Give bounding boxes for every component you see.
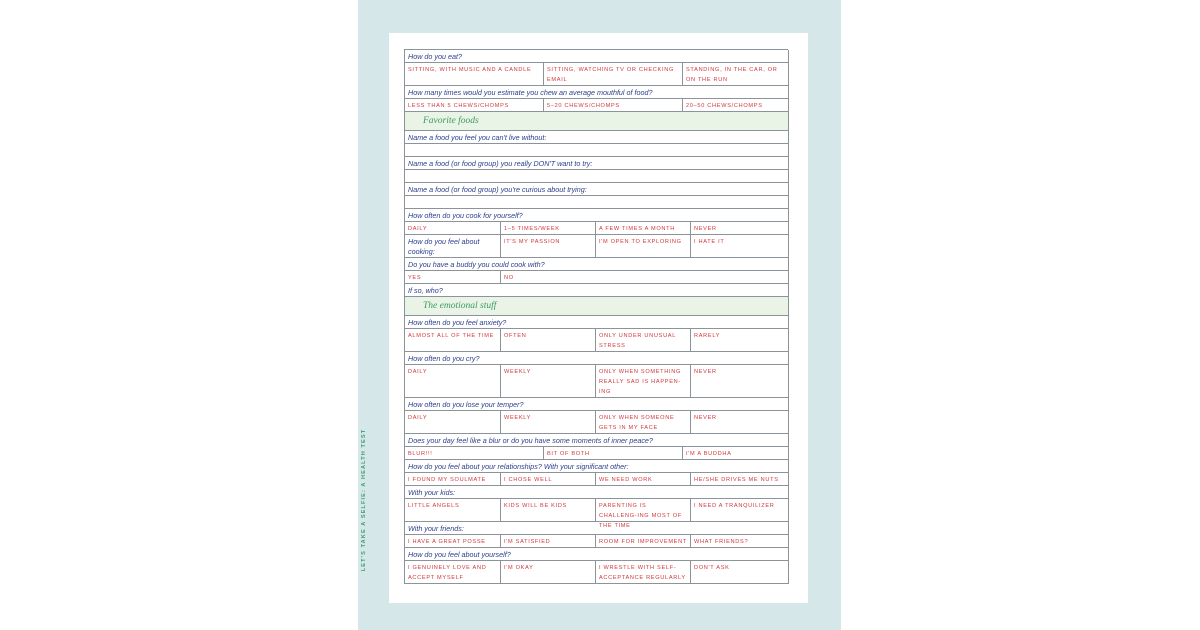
option-chew-low[interactable]: LESS THAN 5 CHEWS/CHOMPS xyxy=(405,99,544,112)
option-chew-high[interactable]: 20–50 CHEWS/CHOMPS xyxy=(683,99,789,112)
option-buddy-no[interactable]: NO xyxy=(501,271,789,284)
option-cook-never[interactable]: NEVER xyxy=(691,222,789,235)
option-rel-nuts[interactable]: HE/SHE DRIVES ME NUTS xyxy=(691,473,789,486)
option-self-dont-ask[interactable]: DON'T ASK xyxy=(691,561,789,584)
spine-label xyxy=(359,424,369,576)
option-anxiety-always[interactable]: ALMOST ALL OF THE TIME xyxy=(405,329,501,352)
option-rel-soulmate[interactable]: I FOUND MY SOULMATE xyxy=(405,473,501,486)
option-cook-hate[interactable]: I HATE IT xyxy=(691,235,789,258)
option-chew-mid[interactable]: 5–20 CHEWS/CHOMPS xyxy=(544,99,683,112)
question-chews: How many times would you estimate you chew an average mouthful of food? xyxy=(405,86,789,99)
option-self-love[interactable]: I GENUINELY LOVE AND ACCEPT MYSELF xyxy=(405,561,501,584)
option-cook-weekly[interactable]: 1–5 TIMES/WEEK xyxy=(501,222,596,235)
spine-text: LET'S TAKE A SELFIE: A HEALTH TEST xyxy=(361,428,367,572)
question-feel-cooking: How do you feel about cooking: xyxy=(405,235,501,258)
option-buddha[interactable]: I'M A BUDDHA xyxy=(683,447,789,460)
question-kids: With your kids: xyxy=(405,486,789,499)
option-cry-never[interactable]: NEVER xyxy=(691,365,789,398)
option-kids-challenging[interactable]: PARENTING IS CHALLENG-ING MOST OF THE TIME xyxy=(596,499,691,522)
question-anxiety: How often do you feel anxiety? xyxy=(405,316,789,329)
heading-favorite-foods: Favorite foods xyxy=(405,112,789,131)
option-temper-weekly[interactable]: WEEKLY xyxy=(501,411,596,434)
option-rel-need-work[interactable]: WE NEED WORK xyxy=(596,473,691,486)
option-eat-tv[interactable]: SITTING, WATCHING TV OR CHECKING EMAIL xyxy=(544,63,683,86)
relationships-section xyxy=(404,460,788,584)
option-buddy-yes[interactable]: YES xyxy=(405,271,501,284)
health-test-form xyxy=(404,49,788,584)
option-anxiety-often[interactable]: OFTEN xyxy=(501,329,596,352)
question-cook-often: How often do you cook for yourself? xyxy=(405,209,789,222)
option-friends-posse[interactable]: I HAVE A GREAT POSSE xyxy=(405,535,501,548)
option-kids-kids[interactable]: KIDS WILL BE KIDS xyxy=(501,499,596,522)
option-friends-satisfied[interactable]: I'M SATISFIED xyxy=(501,535,596,548)
answer-dont-want[interactable] xyxy=(405,170,789,183)
option-rel-chose-well[interactable]: I CHOSE WELL xyxy=(501,473,596,486)
option-friends-improvement[interactable]: ROOM FOR IMPROVEMENT xyxy=(596,535,691,548)
question-self: How do you feel about yourself? xyxy=(405,548,789,561)
question-dont-want: Name a food (or food group) you really DON'T want to try: xyxy=(405,157,789,170)
question-temper: How often do you lose your temper? xyxy=(405,398,789,411)
question-cant-live-without: Name a food you feel you can't live without: xyxy=(405,131,789,144)
option-self-wrestle[interactable]: I WRESTLE WITH SELF-ACCEPTANCE REGULARLY xyxy=(596,561,691,584)
question-relationships: How do you feel about your relationships? With your significant other: xyxy=(405,460,789,473)
option-cook-exploring[interactable]: I'M OPEN TO EXPLORING xyxy=(596,235,691,258)
eating-section xyxy=(404,49,788,112)
question-cry: How often do you cry? xyxy=(405,352,789,365)
question-friends: With your friends: xyxy=(405,522,789,535)
option-kids-tranquilizer[interactable]: I NEED A TRANQUILIZER xyxy=(691,499,789,522)
option-temper-face[interactable]: ONLY WHEN SOMEONE GETS IN MY FACE xyxy=(596,411,691,434)
option-cook-passion[interactable]: IT'S MY PASSION xyxy=(501,235,596,258)
question-cook-buddy: Do you have a buddy you could cook with? xyxy=(405,258,789,271)
option-cry-daily[interactable]: DAILY xyxy=(405,365,501,398)
option-cook-daily[interactable]: DAILY xyxy=(405,222,501,235)
option-anxiety-stress[interactable]: ONLY UNDER UNUSUAL STRESS xyxy=(596,329,691,352)
heading-emotional-stuff: The emotional stuff xyxy=(405,297,789,316)
option-self-okay[interactable]: I'M OKAY xyxy=(501,561,596,584)
option-bit-of-both[interactable]: BIT OF BOTH xyxy=(544,447,683,460)
option-temper-daily[interactable]: DAILY xyxy=(405,411,501,434)
answer-curious[interactable] xyxy=(405,196,789,209)
option-eat-run[interactable]: STANDING, IN THE CAR, OR ON THE RUN xyxy=(683,63,789,86)
question-blur: Does your day feel like a blur or do you have some moments of inner peace? xyxy=(405,434,789,447)
option-anxiety-rarely[interactable]: RARELY xyxy=(691,329,789,352)
question-buddy-who: If so, who? xyxy=(405,284,789,297)
inner-peace-section xyxy=(404,434,788,460)
answer-cant-live-without[interactable] xyxy=(405,144,789,157)
option-cook-monthly[interactable]: A FEW TIMES A MONTH xyxy=(596,222,691,235)
option-cry-sad[interactable]: ONLY WHEN SOMETHING REALLY SAD IS HAPPEN-ING xyxy=(596,365,691,398)
option-eat-candle[interactable]: SITTING, WITH MUSIC AND A CANDLE xyxy=(405,63,544,86)
option-temper-never[interactable]: NEVER xyxy=(691,411,789,434)
option-kids-angels[interactable]: LITTLE ANGELS xyxy=(405,499,501,522)
option-blur[interactable]: BLUR!!! xyxy=(405,447,544,460)
option-cry-weekly[interactable]: WEEKLY xyxy=(501,365,596,398)
question-how-eat: How do you eat? xyxy=(405,50,789,63)
option-friends-what[interactable]: WHAT FRIENDS? xyxy=(691,535,789,548)
foods-section xyxy=(404,112,788,434)
question-curious: Name a food (or food group) you're curious about trying: xyxy=(405,183,789,196)
